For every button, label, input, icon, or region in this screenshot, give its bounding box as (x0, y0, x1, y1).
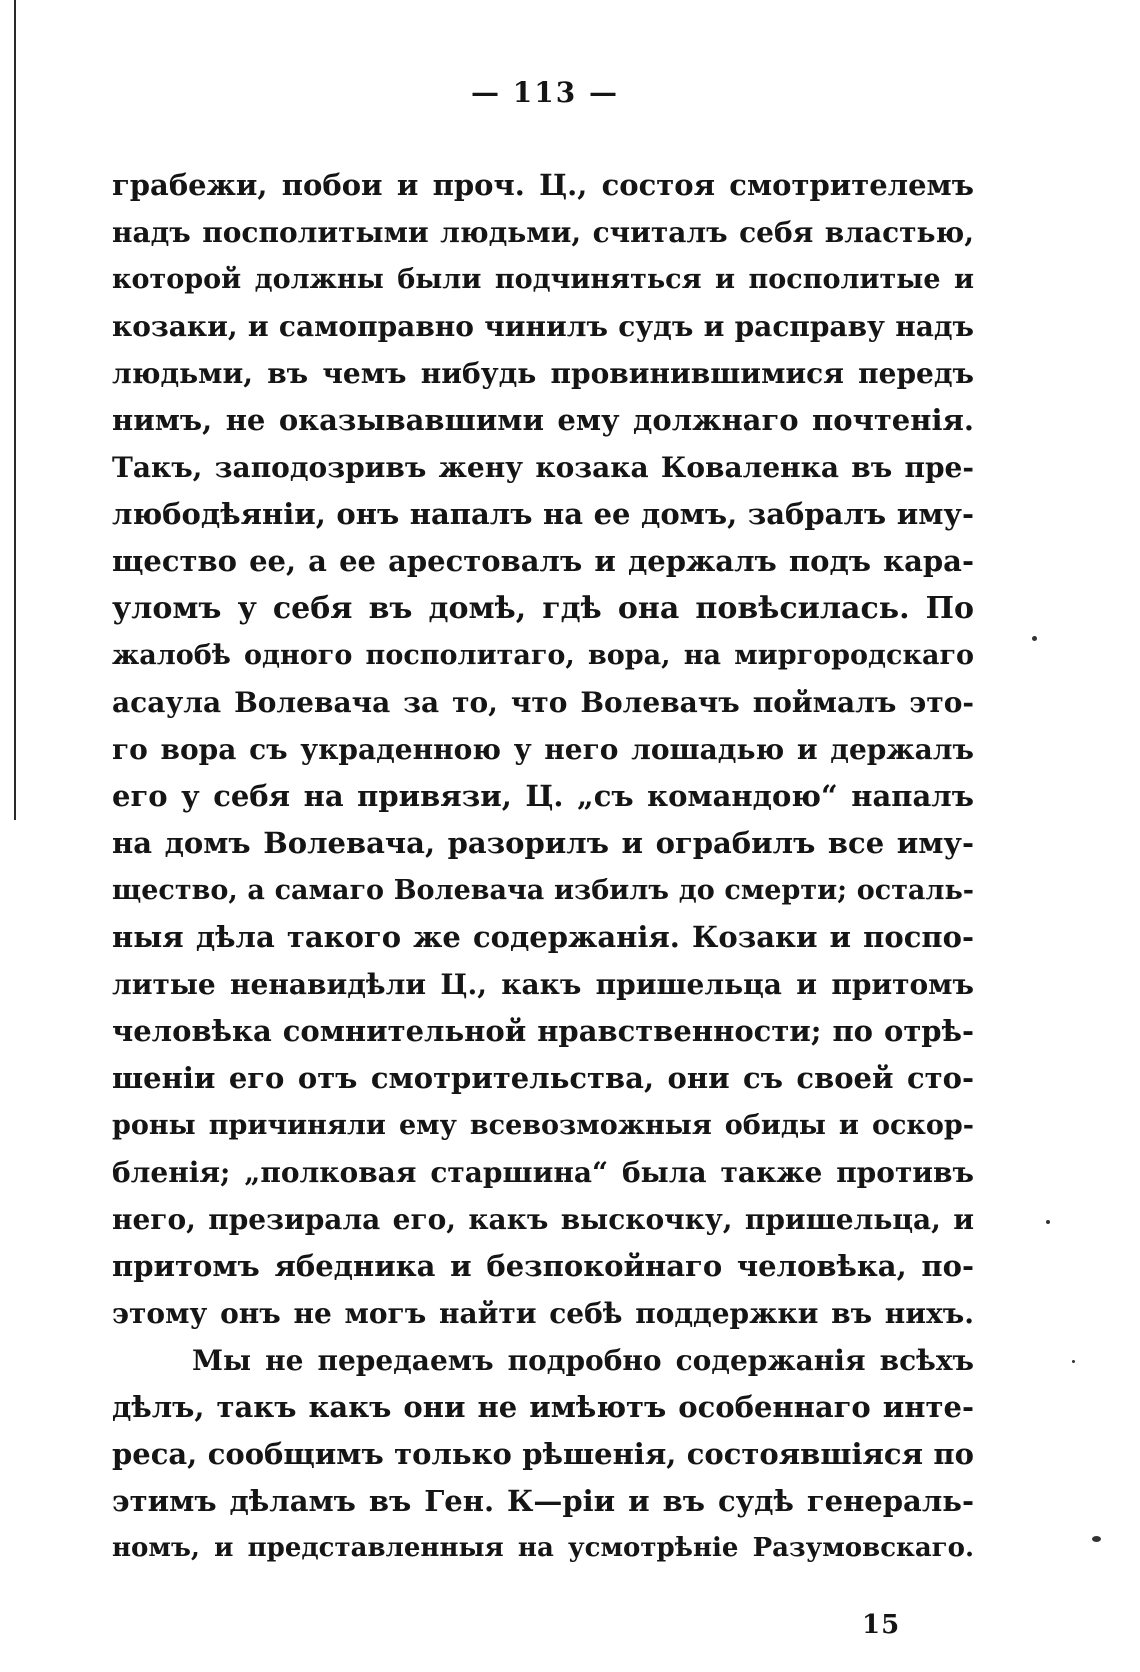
text-line: щество, а самаго Волевача избилъ до смерти; осталь- (112, 875, 974, 906)
text-line: этому онъ не могъ найти себѣ поддержки въ нихъ. (112, 1297, 974, 1330)
signature-mark: 15 (862, 1610, 901, 1640)
page-number: — 113 — (471, 76, 619, 109)
text-line: бленія; „полковая старшина“ была также противъ (112, 1156, 974, 1189)
text-line: него, презирала его, какъ выскочку, пришельца, и (112, 1203, 974, 1236)
text-line: нимъ, не оказывавшими ему должнаго почтенія. (112, 403, 974, 437)
text-line: уломъ у себя въ домѣ, гдѣ она повѣсилась. По (112, 591, 974, 626)
text-line: Такъ, заподозривъ жену козака Коваленка въ пре- (112, 451, 974, 484)
text-line: литые ненавидѣли Ц., какъ пришельца и притомъ (112, 968, 974, 1001)
paragraph-start-line: Мы не передаемъ подробно содержанія всѣхъ (192, 1344, 974, 1377)
body-text (112, 162, 974, 1572)
text-line: которой должны были подчиняться и посполитые и (112, 264, 974, 295)
print-speck (1072, 1360, 1075, 1363)
text-line: на домъ Волевача, разорилъ и ограбилъ все иму- (112, 826, 974, 860)
text-line: человѣка сомнительной нравственности; по отрѣ- (112, 1014, 974, 1048)
text-line: шеніи его отъ смотрительства, они съ своей сто- (112, 1061, 974, 1095)
text-line: роны причиняли ему всевозможныя обиды и оскор- (112, 1110, 974, 1141)
text-line: притомъ ябедника и безпокойнаго человѣка, по- (112, 1249, 974, 1283)
print-speck (1032, 636, 1037, 641)
text-line: людьми, въ чемъ нибудь провинившимися передъ (112, 357, 974, 390)
text-line: ныя дѣла такого же содержанія. Козаки и поспо- (112, 920, 974, 954)
text-line: асаула Волевача за то, что Волевачъ поймалъ это- (112, 686, 974, 719)
text-line: надъ посполитыми людьми, считалъ себя властью, (112, 216, 974, 249)
text-line: козаки, и самоправно чинилъ судъ и расправу надъ (112, 310, 974, 343)
text-line: номъ, и представленныя на усмотрѣніе Разумовскаго. (112, 1533, 974, 1563)
text-line: жалобѣ одного посполитаго, вора, на миргородскаго (112, 640, 974, 671)
text-line: этимъ дѣламъ въ Ген. К—ріи и въ судѣ генераль- (112, 1484, 974, 1518)
text-line: щество ее, а ее арестовалъ и держалъ подъ кара- (112, 544, 974, 578)
text-line: реса, сообщимъ только рѣшенія, состоявшіяся по (112, 1437, 974, 1471)
text-line: дѣлъ, такъ какъ они не имѣютъ особеннаго инте- (112, 1390, 974, 1424)
text-line: любодѣяніи, онъ напалъ на ее домъ, забралъ иму- (112, 497, 974, 531)
text-line: его у себя на привязи, Ц. „съ командою“ напалъ (112, 779, 974, 813)
print-speck (1046, 1220, 1050, 1224)
text-line: го вора съ украденною у него лошадью и держалъ (112, 733, 974, 766)
text-line: грабежи, побои и проч. Ц., состоя смотрителемъ (112, 168, 974, 202)
page-edge-rule (14, 0, 16, 820)
print-speck (1092, 1536, 1101, 1542)
